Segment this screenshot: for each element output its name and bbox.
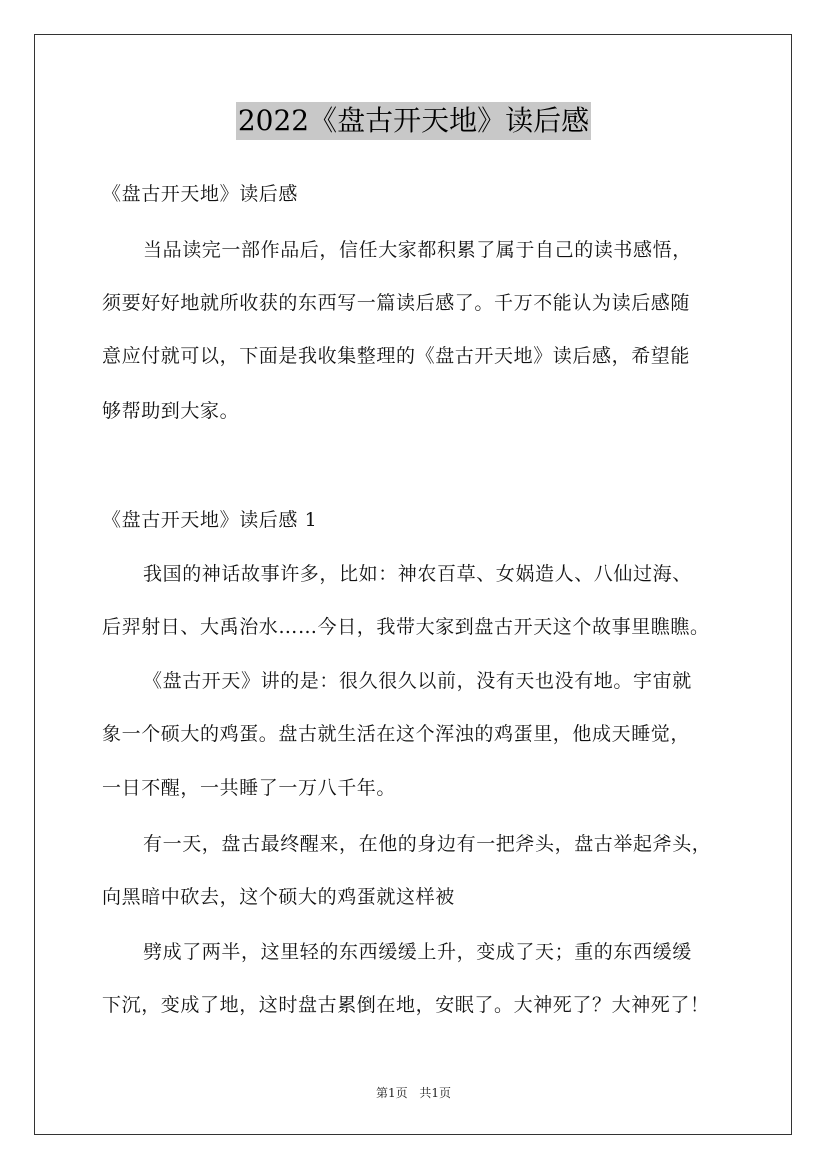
paragraph-line: 向黑暗中砍去，这个硕大的鸡蛋就这样被 bbox=[102, 886, 455, 908]
paragraph-line: 劈成了两半，这里轻的东西缓缓上升，变成了天；重的东西缓缓 bbox=[143, 941, 692, 963]
paragraph-line: 够帮助到大家。 bbox=[102, 400, 240, 422]
paragraph-line: 我国的神话故事许多，比如：神农百草、女娲造人、八仙过海、 bbox=[143, 563, 692, 585]
paragraph-line: 意应付就可以，下面是我收集整理的《盘古开天地》读后感，希望能 bbox=[102, 345, 691, 367]
paragraph-line: 象一个硕大的鸡蛋。盘古就生活在这个浑浊的鸡蛋里，他成天睡觉， bbox=[102, 723, 691, 745]
paragraph-line: 有一天，盘古最终醒来，在他的身边有一把斧头，盘古举起斧头， bbox=[143, 833, 712, 855]
title-container bbox=[0, 102, 827, 140]
section-heading: 《盘古开天地》读后感 1 bbox=[102, 509, 318, 531]
page-footer bbox=[0, 1084, 827, 1101]
page-total: 共1页 bbox=[419, 1086, 452, 1100]
paragraph-line: 《盘古开天》讲的是：很久很久以前，没有天也没有地。宇宙就 bbox=[143, 670, 692, 692]
page-number: 第1页 bbox=[375, 1086, 408, 1100]
section-heading: 《盘古开天地》读后感 bbox=[102, 183, 299, 205]
paragraph-line: 下沉，变成了地，这时盘古累倒在地，安眠了。大神死了？大神死了！ bbox=[102, 994, 710, 1016]
paragraph-line: 一日不醒，一共睡了一万八千年。 bbox=[102, 777, 397, 799]
paragraph-line: 当品读完一部作品后，信任大家都积累了属于自己的读书感悟， bbox=[143, 239, 692, 261]
paragraph-line: 后羿射日、大禹治水……今日，我带大家到盘古开天这个故事里瞧瞧。 bbox=[102, 616, 710, 638]
document-title: 2022《盘古开天地》读后感 bbox=[236, 102, 591, 140]
paragraph-line: 须要好好地就所收获的东西写一篇读后感了。千万不能认为读后感随 bbox=[102, 292, 691, 314]
